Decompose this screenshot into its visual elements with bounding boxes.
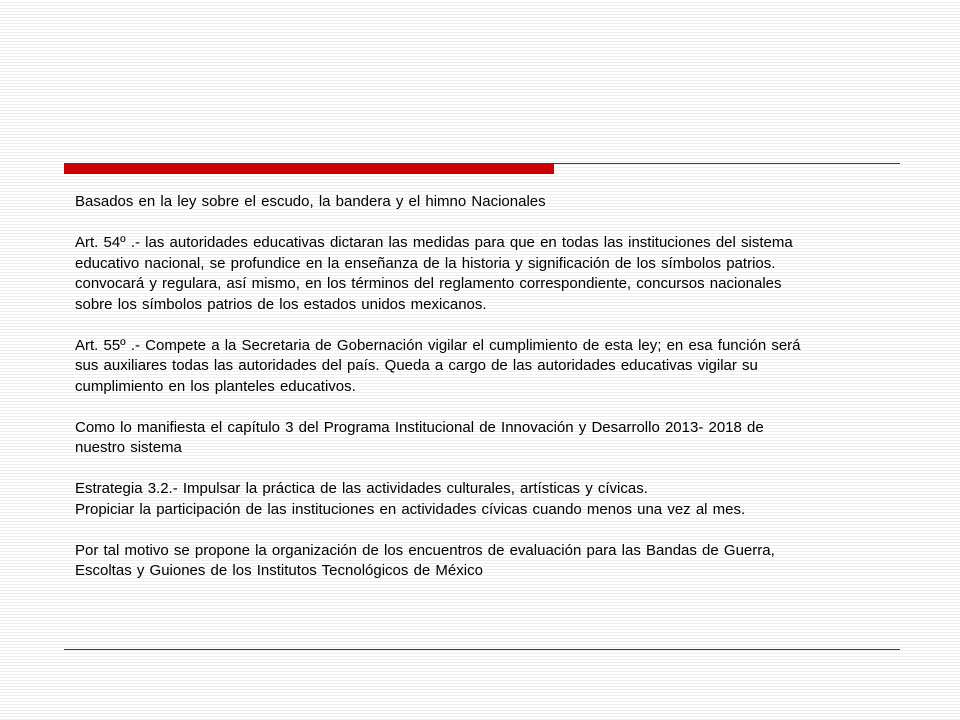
- text-line: cumplimiento en los planteles educativos.: [75, 377, 356, 395]
- text-line: convocará y regulara, así mismo, en los términos del reglamento correspondiente, concursos nacionales: [75, 275, 782, 292]
- text-line: sus auxiliares todas las autoridades del país. Queda a cargo de las autoridades educativas vigilar su: [75, 357, 758, 374]
- text-line: educativo nacional, se profundice en la enseñanza de la historia y significación de los símbolos patrios.: [75, 254, 776, 272]
- paragraph-article-54: [75, 233, 905, 315]
- text-line: Por tal motivo se propone la organización de los encuentros de evaluación para las Bandas de Guerra,: [75, 541, 775, 559]
- slide-body-text: [75, 192, 905, 602]
- paragraph-article-55: [75, 336, 905, 398]
- top-accent-bar: [64, 163, 554, 174]
- text-line: Como lo manifiesta el capítulo 3 del Programa Institucional de Innovación y Desarrollo 2013- 2018 de: [75, 418, 764, 436]
- top-divider-line: [554, 163, 900, 164]
- paragraph-strategy: [75, 479, 905, 520]
- paragraph-intro: [75, 192, 905, 213]
- text-line: Estrategia 3.2.- Impulsar la práctica de las actividades culturales, artísticas y cívicas.: [75, 480, 648, 497]
- paragraph-proposal: [75, 541, 905, 582]
- text-line: Escoltas y Guiones de los Institutos Tecnológicos de México: [75, 562, 483, 579]
- text-line: Basados en la ley sobre el escudo, la bandera y el himno Nacionales: [75, 193, 546, 210]
- text-line: Art. 54º .- las autoridades educativas dictaran las medidas para que en todas las instituciones del sistema: [75, 234, 793, 251]
- text-line: Propiciar la participación de las instituciones en actividades cívicas cuando menos una vez al mes.: [75, 500, 746, 518]
- bottom-divider-line: [64, 649, 900, 650]
- paragraph-program-reference: [75, 418, 905, 459]
- text-line: sobre los símbolos patrios de los estados unidos mexicanos.: [75, 295, 487, 313]
- text-line: nuestro sistema: [75, 439, 182, 456]
- text-line: Art. 55º .- Compete a la Secretaria de Gobernación vigilar el cumplimiento de esta ley; en esa función será: [75, 336, 801, 354]
